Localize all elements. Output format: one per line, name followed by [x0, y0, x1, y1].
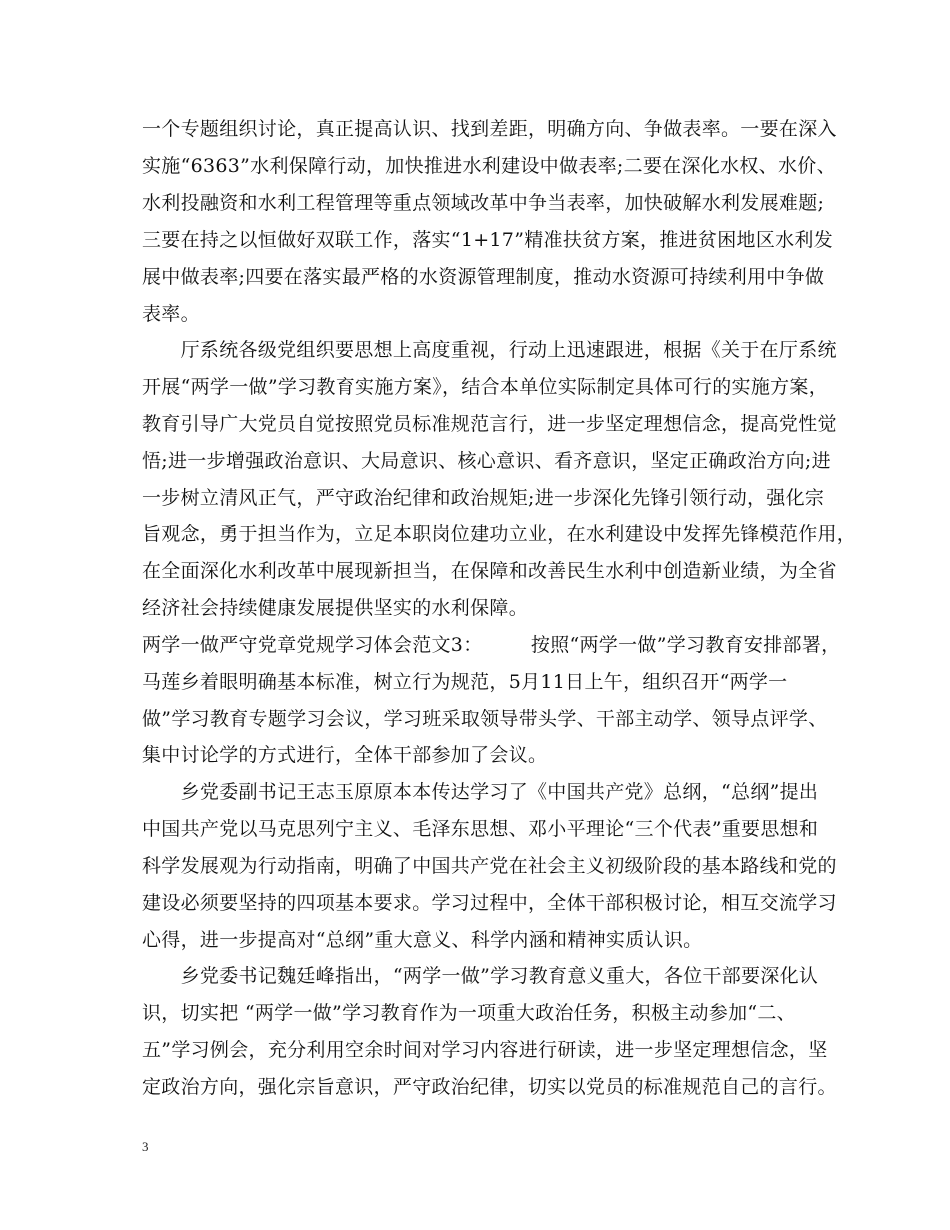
- text-line: 乡党委书记魏廷峰指出，“两学一做”学习教育意义重大，各位干部要深化认: [142, 965, 819, 987]
- text-line: 五”学习例会，充分利用空余时间对学习内容进行研读，进一步坚定理想信念，坚: [142, 1039, 828, 1061]
- text-line: 马莲乡着眼明确基本标准，树立行为规范，5月11日上午，组织召开“两学一: [142, 671, 788, 693]
- text-line: 实施“6363”水利保障行动，加快推进水利建设中做表率;二要在深化水权、水价、: [142, 155, 836, 177]
- page-number: 3: [142, 1139, 149, 1154]
- text-line: 展中做表率;四要在落实最严格的水资源管理制度，推动水资源可持续利用中争做: [142, 266, 825, 288]
- text-line: 定政治方向，强化宗旨意识，严守政治纪律，切实以党员的标准规范自己的言行。: [142, 1076, 837, 1098]
- text-line: 集中讨论学的方式进行，全体干部参加了会议。: [142, 744, 548, 766]
- text-line: 厅系统各级党组织要思想上高度重视，行动上迅速跟进，根据《关于在厅系统: [142, 339, 837, 361]
- text-line: 教育引导广大党员自觉按照党员标准规范言行，进一步坚定理想信念，提高党性觉: [142, 413, 837, 435]
- text-line: 中国共产党以马克思列宁主义、毛泽东思想、邓小平理论“三个代表”重要思想和: [142, 818, 819, 840]
- text-line: 识，切实把 “两学一做”学习教育作为一项重大政治任务，积极主动参加“二、: [142, 1002, 796, 1024]
- text-line: 悟;进一步增强政治意识、大局意识、核心意识、看齐意识，坚定正确政治方向;进: [142, 450, 831, 472]
- text-line: 建设必须要坚持的四项基本要求。学习过程中，全体干部积极讨论，相互交流学习: [142, 892, 837, 914]
- text-line: 一个专题组织讨论，真正提高认识、找到差距，明确方向、争做表率。一要在深入: [142, 118, 837, 140]
- text-line: 表率。: [142, 303, 200, 325]
- text-line: 开展“两学一做”学习教育实施方案》，结合本单位实际制定具体可行的实施方案，: [142, 376, 829, 398]
- text-line: 旨观念，勇于担当作为，立足本职岗位建功立业，在水利建设中发挥先锋模范作用，: [142, 523, 857, 545]
- text-line: 科学发展观为行动指南，明确了中国共产党在社会主义初级阶段的基本路线和党的: [142, 855, 837, 877]
- text-line: 在全面深化水利改革中展现新担当，在保障和改善民生水利中创造新业绩，为全省: [142, 560, 837, 582]
- text-line: 心得，进一步提高对“总纲”重大意义、科学内涵和精神实质认识。: [142, 929, 703, 951]
- text-line: 三要在持之以恒做好双联工作，落实“1+17”精准扶贫方案，推进贫困地区水利发: [142, 229, 834, 251]
- text-line: 做”学习教育专题学习会议，学习班采取领导带头学、干部主动学、领导点评学、: [142, 708, 828, 730]
- text-line: 一步树立清风正气，严守政治纪律和政治规矩;进一步深化先锋引领行动，强化宗: [142, 487, 825, 509]
- text-line: 经济社会持续健康发展提供坚实的水利保障。: [142, 597, 529, 619]
- text-line: 水利投融资和水利工程管理等重点领域改革中争当表率，加快破解水利发展难题;: [142, 192, 825, 214]
- text-line: 乡党委副书记王志玉原原本本传达学习了《中国共产党》总纲，“总纲”提出: [142, 781, 819, 803]
- text-line: 两学一做严守党章党规学习体会范文3： 按照“两学一做”学习教育安排部署，: [142, 634, 841, 656]
